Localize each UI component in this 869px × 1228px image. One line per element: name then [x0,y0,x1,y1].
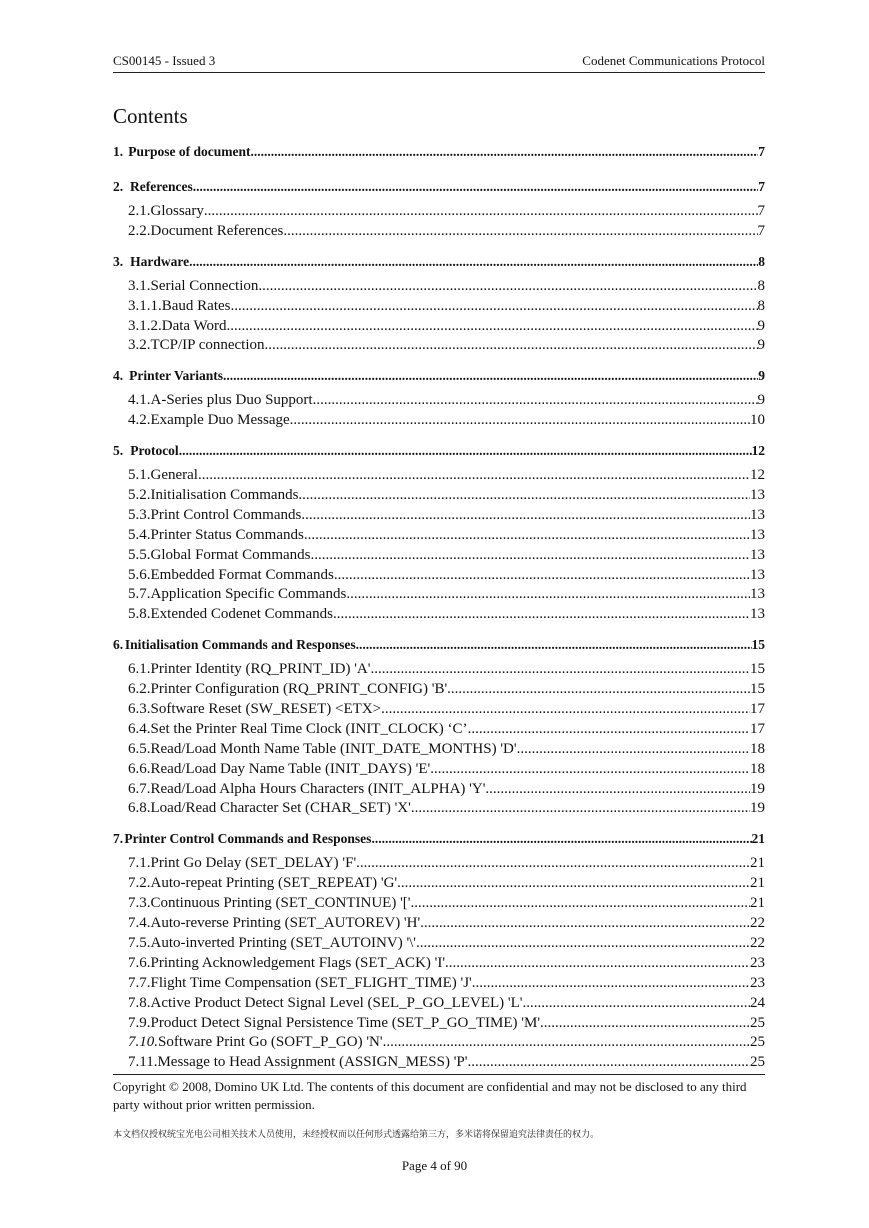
toc-entry[interactable] [113,855,765,875]
dot-leader [298,487,750,504]
toc-entry[interactable] [113,392,765,412]
toc-entry-number: 6.8. [128,800,151,817]
dot-leader [522,995,750,1012]
dot-leader [334,567,750,584]
toc-entry-label: Initialisation Commands and Responses [124,637,356,653]
toc-entry[interactable] [113,1015,765,1035]
toc-entry-page: 13 [750,606,765,623]
toc-entry-page: 9 [757,392,765,409]
toc-entry[interactable] [113,1034,765,1054]
toc-entry-label: Product Detect Signal Persistence Time (SET_P_GO_TIME) 'M' [150,1014,541,1031]
toc-entry[interactable] [113,875,765,895]
toc-section [113,254,765,358]
dot-leader [430,761,750,778]
toc-entry-number: 7.7. [128,974,151,991]
dot-leader [356,637,752,653]
toc-section [113,637,765,820]
dot-leader [540,1015,750,1032]
toc-entry-label: Document References [150,222,284,239]
toc-entry-number: 4.2. [128,412,151,429]
toc-entry-page: 25 [750,1014,765,1031]
toc-entry-number: 5.6. [128,566,151,583]
toc-entry-number: 7.10. [128,1034,158,1051]
toc-entry-label: Read/Load Alpha Hours Characters (INIT_ALPHA) 'Y' [150,780,486,797]
dot-leader [517,741,750,758]
toc-entry-label: Purpose of document [128,144,251,159]
toc-entry-number: 7.5. [128,934,151,951]
page-number: Page 4 of 90 [401,1158,468,1173]
toc-entry[interactable] [113,721,765,741]
toc-entry-page: 7 [758,144,765,159]
toc-entry-number: 7.2. [128,875,151,892]
toc-entry[interactable] [113,254,765,278]
toc-entry-label: Load/Read Character Set (CHAR_SET) 'X' [150,800,411,817]
toc-entry-label: Serial Connection [150,277,259,294]
toc-entry[interactable] [113,800,765,820]
dot-leader [485,781,750,798]
toc-entry-number: 7.4. [128,915,151,932]
toc-entry-label: Initialisation Commands [150,487,299,504]
toc-entry-page: 13 [750,506,765,523]
toc-entry-page: 22 [750,915,765,932]
toc-entry-page: 13 [750,546,765,563]
toc-entry-page: 8 [757,297,765,314]
toc-section [113,144,765,168]
toc-entry-number: 7.8. [128,994,151,1011]
toc-entry-page: 22 [750,934,765,951]
toc-entry-label: Printer Configuration (RQ_PRINT_CONFIG) 'B' [150,681,448,698]
toc-entry[interactable] [113,467,765,487]
toc-entry-number: 5.3. [128,506,151,523]
toc-entry-number: 6.1. [128,661,151,678]
toc-entry-number: 2.1. [128,203,151,219]
toc-entry-label: Read/Load Month Name Table (INIT_DATE_MONTHS) 'D' [150,740,517,757]
toc-entry-label: Read/Load Day Name Table (INIT_DAYS) 'E' [150,760,431,777]
toc-entry[interactable] [113,741,765,761]
toc-entry-label: Auto-reverse Printing (SET_AUTOREV) 'H' [150,915,421,932]
toc-entry-number: 5.4. [128,526,151,543]
toc-entry-label: A-Series plus Duo Support [150,392,313,409]
copyright-notice: Copyright © 2008, Domino UK Ltd. The contents of this document are confidential and may not be disclosed to any third party without prior written permission. [113,1074,765,1114]
toc-entry[interactable] [113,761,765,781]
dot-leader [397,875,750,892]
toc-section [113,179,765,243]
toc-entry-label: Auto-inverted Printing (SET_AUTOINV) '\' [150,934,417,951]
toc-entry-page: 18 [750,740,765,757]
toc-entry[interactable] [113,318,765,338]
toc-entry-page: 8 [757,277,765,294]
toc-section [113,831,765,1074]
toc-section [113,368,765,432]
toc-entry[interactable] [113,144,765,168]
toc-entry[interactable] [113,547,765,567]
toc-entry-number: 5.1. [128,467,151,484]
toc-entry-number: 6.7. [128,780,151,797]
toc-entry[interactable] [113,637,765,661]
toc-entry-number: 5.8. [128,606,151,623]
dot-leader [411,800,750,817]
toc-entry-label: Hardware [130,253,190,269]
toc-entry[interactable] [113,995,765,1015]
toc-entry-page: 10 [750,412,765,429]
toc-entry-page: 13 [750,487,765,504]
toc-entry-label: Baud Rates [161,297,231,314]
toc-entry[interactable] [113,337,765,357]
toc-entry-page: 15 [750,661,765,678]
toc-entry-page: 19 [750,800,765,817]
toc-entry[interactable] [113,507,765,527]
toc-entry-number: 5.2. [128,487,151,504]
toc-entry[interactable] [113,955,765,975]
toc-entry[interactable] [113,606,765,626]
dot-leader [231,298,758,315]
toc-entry-number: 6.4. [128,720,151,737]
toc-entry-page: 9 [757,317,765,334]
toc-entry-number: 3. [113,253,124,269]
dot-leader [223,368,758,384]
dot-leader [283,223,757,240]
toc-entry-label: Printer Control Commands and Responses [124,831,372,847]
toc-entry-label: Print Control Commands [150,506,302,523]
toc-entry[interactable] [113,586,765,606]
dot-leader [383,1034,750,1051]
dot-leader [179,443,752,459]
dot-leader [258,278,757,295]
contents-title: Contents [113,104,188,128]
toc-entry-number: 7.9. [128,1014,151,1031]
toc-entry[interactable] [113,487,765,507]
dot-leader [468,721,750,738]
dot-leader [227,318,758,335]
toc-entry-number: 2.2. [128,222,151,239]
toc-entry-label: Protocol [130,443,179,459]
toc-entry-page: 13 [750,586,765,603]
toc-entry-number: 7.11. [128,1054,158,1071]
toc-entry[interactable] [113,412,765,432]
toc-entry-number: 2. [113,179,124,194]
toc-entry-number: 6.6. [128,760,151,777]
toc-entry-page: 9 [758,368,765,384]
toc-entry-page: 7 [758,179,765,194]
toc-entry-page: 12 [750,467,765,484]
toc-entry[interactable] [113,527,765,547]
dot-leader [311,547,751,564]
toc-entry-number: 7.6. [128,954,151,971]
toc-entry-number: 7.1. [128,855,151,872]
toc-entry-number: 3.2. [128,337,151,354]
toc-entry-number: 6.2. [128,681,151,698]
dot-leader [290,412,750,429]
header-doc-title: Codenet Communications Protocol [582,53,765,68]
toc-entry-page: 21 [750,895,765,912]
dot-leader [265,337,758,354]
toc-entry[interactable] [113,223,765,243]
confidentiality-notice: 本文档仅授权统宝光电公司相关技术人员使用，未经授权而以任何形式透露给第三方，多米诺将保留追究法律责任的权力。 [113,1130,600,1140]
dot-leader [313,392,758,409]
toc-entry[interactable] [113,368,765,392]
toc-entry-page: 17 [750,701,765,718]
toc-entry[interactable] [113,661,765,681]
toc-entry-number: 5.5. [128,546,151,563]
dot-leader [346,586,750,603]
toc-entry-label: Flight Time Compensation (SET_FLIGHT_TIME) 'J' [150,974,472,991]
toc-entry[interactable] [113,831,765,855]
toc-section [113,443,765,626]
table-of-contents [113,144,765,1085]
toc-entry[interactable] [113,567,765,587]
toc-entry-label: Example Duo Message [150,412,290,429]
toc-entry-label: Continuous Printing (SET_CONTINUE) '[' [150,895,411,912]
toc-entry-label: Extended Codenet Commands [150,606,333,623]
toc-entry-label: TCP/IP connection [150,337,265,354]
toc-entry-page: 9 [757,337,765,354]
toc-entry-page: 18 [750,760,765,777]
dot-leader [198,467,750,484]
toc-entry-page: 25 [750,1054,765,1071]
toc-entry[interactable] [113,781,765,801]
toc-entry-number: 1. [113,144,124,159]
dot-leader [304,527,750,544]
toc-entry-number: 3.1.2. [128,317,162,334]
dot-leader [301,507,750,524]
toc-entry-page: 8 [758,253,765,269]
toc-entry-page: 13 [750,526,765,543]
dot-leader [204,203,758,220]
toc-entry[interactable] [113,278,765,298]
toc-entry-number: 6.3. [128,701,151,718]
header-doc-id: CS00145 - Issued 3 [113,53,216,68]
dot-leader [370,661,750,678]
toc-entry[interactable] [113,701,765,721]
toc-entry-number: 7.3. [128,895,151,912]
toc-entry-page: 12 [751,443,765,459]
toc-entry-number: 3.1.1. [128,297,162,314]
toc-entry-number: 6. [113,637,124,653]
toc-entry-label: Active Product Detect Signal Level (SEL_P_GO_LEVEL) 'L' [150,994,523,1011]
toc-entry-label: Global Format Commands [150,546,311,563]
dot-leader [251,144,759,160]
toc-entry[interactable] [113,298,765,318]
toc-entry-label: Set the Printer Real Time Clock (INIT_CLOCK) ‘C’ [150,720,468,737]
toc-entry[interactable] [113,1054,765,1074]
toc-entry-label: References [129,179,193,194]
toc-entry-page: 7 [757,203,765,219]
dot-leader [410,895,750,912]
dot-leader [371,831,751,847]
dot-leader [416,935,750,952]
toc-entry-number: 4.1. [128,392,151,409]
toc-entry-page: 23 [750,974,765,991]
toc-entry-label: Glossary [150,203,204,219]
toc-entry-number: 7. [113,831,124,847]
toc-entry-label: Print Go Delay (SET_DELAY) 'F' [150,855,357,872]
toc-entry[interactable] [113,443,765,467]
dot-leader [356,855,750,872]
toc-entry-label: Software Print Go (SOFT_P_GO) 'N' [158,1034,383,1051]
toc-entry-label: Printing Acknowledgement Flags (SET_ACK) 'I' [150,954,446,971]
toc-entry[interactable] [113,203,765,223]
toc-entry[interactable] [113,915,765,935]
toc-entry-number: 3.1. [128,277,151,294]
dot-leader [467,1054,750,1071]
toc-entry[interactable] [113,975,765,995]
toc-entry-page: 13 [750,566,765,583]
dot-leader [381,701,750,718]
toc-entry-page: 25 [750,1034,765,1051]
dot-leader [333,606,750,623]
toc-entry[interactable] [113,895,765,915]
toc-entry-number: 6.5. [128,740,151,757]
toc-entry-page: 15 [751,637,765,653]
dot-leader [420,915,750,932]
toc-entry-page: 21 [750,875,765,892]
page-header [113,52,765,73]
toc-entry-label: Application Specific Commands [150,586,347,603]
toc-entry-page: 24 [750,994,765,1011]
toc-entry-page: 23 [750,954,765,971]
dot-leader [193,179,759,195]
toc-entry-page: 7 [757,222,765,239]
dot-leader [445,955,750,972]
toc-entry-label: Data Word [161,317,227,334]
toc-entry-label: General [150,467,198,484]
toc-entry-page: 17 [750,720,765,737]
dot-leader [472,975,750,992]
toc-entry-label: Printer Identity (RQ_PRINT_ID) 'A' [150,661,371,678]
toc-entry-page: 19 [750,780,765,797]
dot-leader [447,681,750,698]
dot-leader [189,254,758,270]
toc-entry-label: Auto-repeat Printing (SET_REPEAT) 'G' [150,875,398,892]
toc-entry-number: 4. [113,368,124,384]
toc-entry-number: 5.7. [128,586,151,603]
toc-entry[interactable] [113,935,765,955]
toc-entry-page: 15 [750,681,765,698]
toc-entry-label: Printer Variants [129,368,223,384]
toc-entry-label: Software Reset (SW_RESET) <ETX> [150,701,382,718]
toc-entry[interactable] [113,179,765,203]
toc-entry-page: 21 [750,855,765,872]
toc-entry-label: Message to Head Assignment (ASSIGN_MESS) 'P' [157,1054,468,1071]
toc-entry-label: Printer Status Commands [150,526,304,543]
toc-entry-label: Embedded Format Commands [150,566,334,583]
toc-entry[interactable] [113,681,765,701]
toc-entry-page: 21 [751,831,765,847]
toc-entry-number: 5. [113,443,124,459]
